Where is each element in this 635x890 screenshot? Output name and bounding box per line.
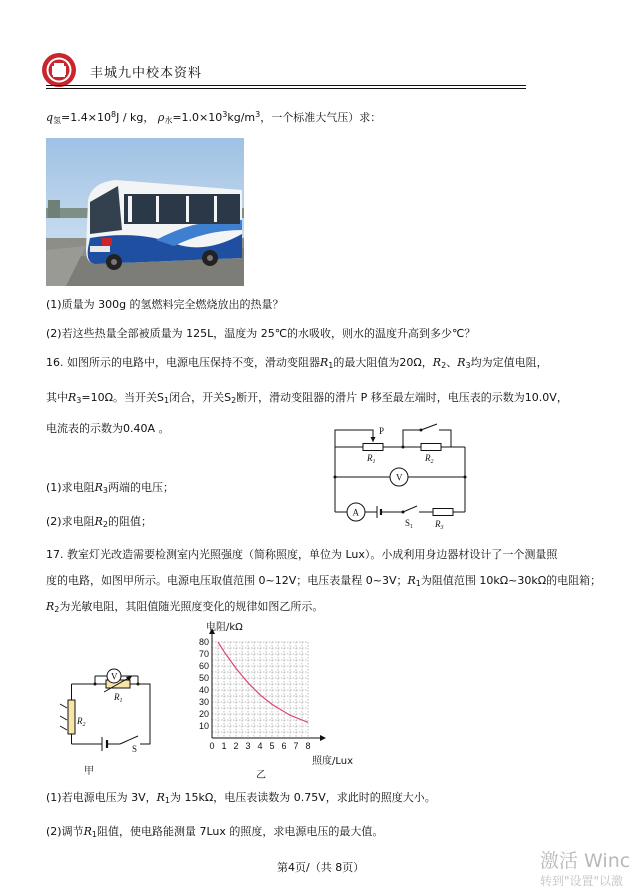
q15-part2: (2)若这些热量全部被质量为 125L，温度为 25℃的水吸收，则水的温度升高到多少℃？ — [46, 327, 476, 340]
q17-line2 — [46, 574, 601, 591]
q-exponent: 8 — [110, 110, 117, 119]
school-logo — [41, 52, 77, 88]
q-subscript: 氢 — [53, 116, 62, 125]
q17-text: 阻值，使电路能测量 7Lux 的照度，求电源电压的最大值。 — [96, 825, 384, 838]
r3-label: $R_3$ — [435, 519, 444, 531]
r2-sub: 2 — [54, 605, 60, 614]
r2-label: $R_2$ — [77, 716, 86, 728]
q17-text: 为 15kΩ，电压表读数为 0.75V，求此时的照度大小。 — [170, 791, 436, 804]
r3-sub: 3 — [102, 486, 108, 495]
r1-symbol: R — [320, 356, 329, 369]
q16-line3: 电流表的示数为0.40A 。 — [46, 422, 170, 435]
x-tick-label: 0 — [209, 741, 215, 751]
figure-jia-caption: 甲 — [84, 766, 94, 777]
q16-text: (2)求电阻 — [46, 515, 95, 528]
q-symbol: q — [46, 111, 54, 124]
ammeter-label: A — [352, 507, 359, 518]
x-tick-label: 2 — [233, 741, 239, 751]
q16-text: 断开，滑动变阻器的滑片 P 移至最左端时，电压表的示数为10.0V， — [236, 391, 568, 404]
r3-sub: 3 — [76, 396, 82, 405]
r1-symbol: R — [407, 574, 416, 587]
separator: ， — [143, 111, 155, 124]
x-tick-label: 3 — [245, 741, 251, 751]
y-tick-label: 10 — [198, 721, 209, 731]
r2-symbol: R — [94, 515, 103, 528]
q16-part2 — [46, 515, 152, 532]
r1-sub: 1 — [415, 579, 421, 588]
q16-line1 — [46, 356, 548, 373]
rho-subscript: 水 — [164, 116, 173, 125]
q16-text: 两端的电压； — [107, 481, 174, 494]
q16-text: (1)求电阻 — [46, 481, 95, 494]
r3-symbol: R — [457, 356, 466, 369]
q17-text: 为光敏电阻，其阻值随光照度变化的规律如图乙所示。 — [59, 600, 324, 613]
q16-line2 — [46, 391, 568, 408]
q16-text: 、 — [446, 356, 458, 369]
rho-symbol: ρ — [157, 111, 165, 124]
r2-symbol: R — [432, 356, 442, 369]
x-tick-label: 7 — [293, 741, 299, 751]
r1-sub: 1 — [91, 830, 97, 839]
r3-symbol: R — [68, 391, 77, 404]
slider-p-label: P — [379, 426, 385, 436]
photoresistor-chart — [178, 618, 378, 783]
q16-text: 闭合，开关S — [169, 391, 232, 404]
q17-text: (1)若电源电压为 3V， — [46, 791, 157, 804]
header-rule-bottom — [46, 88, 526, 89]
q17-text: 为阻值范围 10kΩ~30kΩ的电阻箱； — [420, 574, 602, 587]
q17-part2 — [46, 825, 383, 842]
q16-text: 均为定值电阻， — [470, 356, 548, 369]
y-tick-label: 50 — [198, 673, 209, 683]
y-tick-label: 70 — [198, 649, 209, 659]
x-tick-label: 4 — [257, 741, 263, 751]
y-tick-label: 40 — [198, 685, 209, 695]
q17-line3 — [46, 600, 323, 617]
q17-text: (2)调节 — [46, 825, 84, 838]
x-tick-label: 8 — [305, 741, 311, 751]
chart-y-axis-label: 电阻/kΩ — [206, 622, 243, 633]
q16-text: =10Ω。当开关S — [81, 391, 164, 404]
given-tail: ，一个标准大气压）求： — [260, 111, 382, 124]
hydrogen-bus-photo — [46, 138, 244, 286]
y-tick-label: 80 — [198, 637, 209, 647]
q17-part1 — [46, 791, 436, 808]
r1-symbol: R — [83, 825, 92, 838]
q16-text: 的阻值； — [107, 515, 152, 528]
switch-s-label: S — [132, 744, 138, 754]
r2-sub: 2 — [102, 520, 108, 529]
r2-sub: 2 — [441, 361, 447, 370]
x-tick-label: 5 — [269, 741, 275, 751]
header-rule-top — [46, 85, 526, 86]
q17-text: 度的电路，如图甲所示。电源电压取值范围 0~12V；电压表量程 0~3V； — [46, 574, 408, 587]
rho-unit: kg/m — [227, 111, 256, 124]
voltmeter-label: V — [111, 671, 118, 682]
r3-symbol: R — [94, 481, 103, 494]
q16-text: 16. 如图所示的电路中，电源电压保持不变，滑动变阻器 — [46, 356, 320, 369]
activation-watermark-hint: 转到"设置"以激 — [540, 874, 624, 888]
q-value: =1.4×10 — [61, 111, 111, 124]
s1-label: $S_1$ — [405, 518, 414, 530]
page-number: 第4页/（共 8页） — [277, 861, 365, 874]
q-unit: J / kg — [116, 111, 144, 124]
s1-sub: 1 — [164, 396, 170, 405]
r2-label: $R_2$ — [425, 453, 434, 465]
given-constants-line — [46, 108, 381, 128]
q17-circuit-jia — [40, 660, 165, 780]
y-tick-label: 60 — [198, 661, 209, 671]
q16-circuit-diagram — [325, 420, 475, 532]
x-axis-arrow — [320, 735, 326, 741]
activation-watermark: 激活 Winc — [540, 850, 631, 872]
x-tick-label: 6 — [281, 741, 287, 751]
y-tick-label: 30 — [198, 697, 209, 707]
r1-label: $R_1$ — [367, 453, 376, 465]
figure-yi-caption: 乙 — [256, 770, 266, 781]
x-tick-label: 1 — [221, 741, 227, 751]
q16-part1 — [46, 481, 174, 498]
rho-unit-exponent: 3 — [255, 110, 261, 119]
y-tick-label: 20 — [198, 709, 209, 719]
school-name: 丰城九中校本资料 — [90, 66, 203, 81]
voltmeter-label: V — [396, 472, 403, 483]
rho-value: =1.0×10 — [172, 111, 223, 124]
s2-sub: 2 — [231, 396, 237, 405]
r1-sub: 1 — [164, 796, 170, 805]
r3-sub: 3 — [465, 361, 471, 370]
q17-line1: 17. 教室灯光改造需要检测室内光照强度（简称照度，单位为 Lux）。小成利用身边器材设计了一个测量照 — [46, 548, 558, 561]
r1-sub: 1 — [328, 361, 334, 370]
r2-symbol: R — [46, 600, 55, 613]
q16-text: 的最大阻值为20Ω， — [333, 356, 433, 369]
q16-text: 其中 — [46, 391, 68, 404]
q15-part1: (1)质量为 300g 的氢燃料完全燃烧放出的热量？ — [46, 298, 284, 311]
r1-symbol: R — [156, 791, 165, 804]
chart-x-axis-label: 照度/Lux — [312, 756, 354, 767]
rho-exponent: 3 — [222, 110, 228, 119]
r1-label: $R_1$ — [114, 692, 123, 704]
